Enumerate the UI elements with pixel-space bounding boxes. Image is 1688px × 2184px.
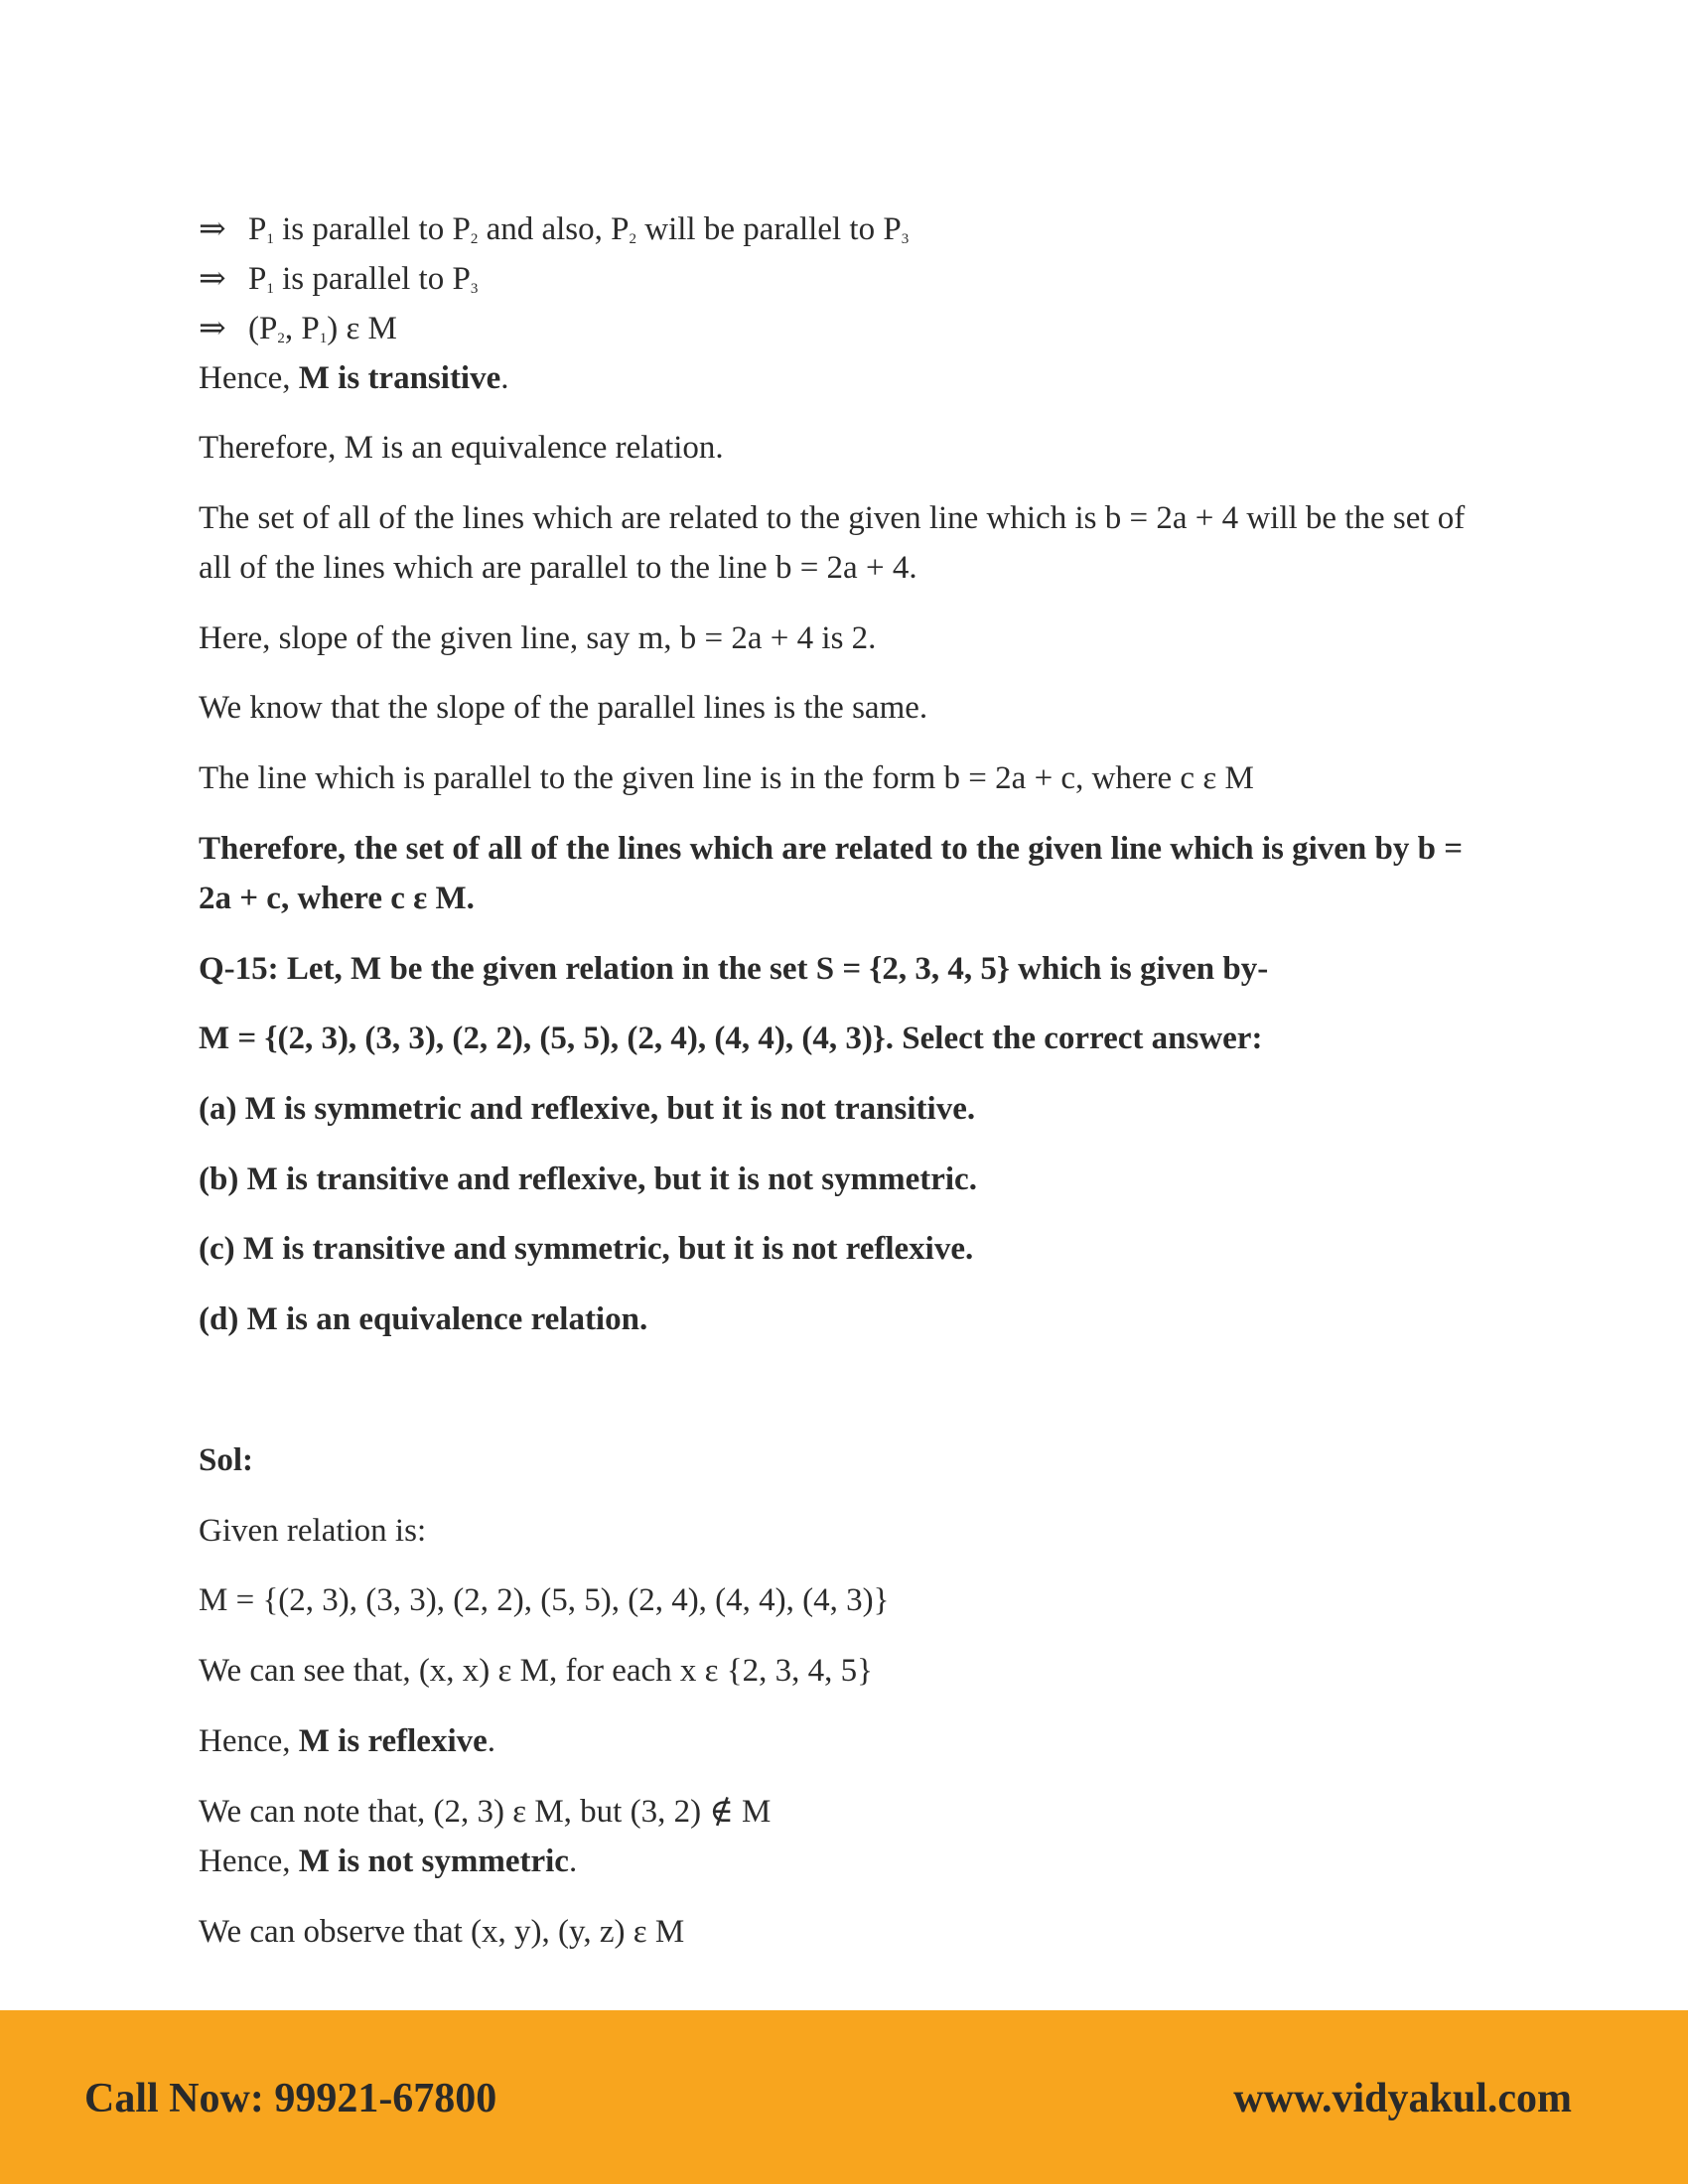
implication-line-3: ⇒ ($P_2$, $P_1$) ε M <box>199 311 397 346</box>
implication-line-1: ⇒ $P_1$ is parallel to $P_2$ and also, $P_2$ will be parallel to $P_3$ <box>199 211 910 247</box>
paragraph: The set of all of the lines which are related to the given line which is b = 2a + 4 will be the set of <box>199 500 1466 536</box>
option-b: (b) M is transitive and reflexive, but it is not symmetric. <box>199 1161 977 1197</box>
implies-arrow: ⇒ <box>199 261 226 297</box>
implies-arrow: ⇒ <box>199 311 226 346</box>
paragraph: Here, slope of the given line, say m, b = 2a + 4 is 2. <box>199 620 877 656</box>
question-relation: M = {(2, 3), (3, 3), (2, 2), (5, 5), (2, 4), (4, 4), (4, 3)}. Select the correct answer: <box>199 1021 1263 1056</box>
paragraph: The line which is parallel to the given line is in the form b = 2a + c, where c ε M <box>199 760 1254 796</box>
implication-line-2: ⇒ $P_1$ is parallel to $P_3$ <box>199 261 479 297</box>
paragraph: We can observe that (x, y), (y, z) ε M <box>199 1914 685 1950</box>
call-now-text: Call Now: 99921-67800 <box>84 2076 497 2121</box>
relation-set: M = {(2, 3), (3, 3), (2, 2), (5, 5), (2, 4), (4, 4), (4, 3)} <box>199 1582 890 1618</box>
bold-conclusion: 2a + c, where c ε M. <box>199 881 475 916</box>
footer-banner <box>0 2010 1688 2184</box>
implies-arrow: ⇒ <box>199 211 226 247</box>
paragraph: We know that the slope of the parallel lines is the same. <box>199 690 928 726</box>
bold-conclusion: Therefore, the set of all of the lines which are related to the given line which is given by b = <box>199 831 1464 867</box>
solution-heading: Sol: <box>199 1442 254 1478</box>
website-link[interactable]: www.vidyakul.com <box>1233 2076 1572 2121</box>
option-d: (d) M is an equivalence relation. <box>199 1301 648 1337</box>
symmetric-conclusion: Hence, M is not symmetric. <box>199 1843 578 1879</box>
option-a: (a) M is symmetric and reflexive, but it is not transitive. <box>199 1091 976 1127</box>
question-heading: Q-15: Let, M be the given relation in the set S = {2, 3, 4, 5} which is given by- <box>199 951 1269 987</box>
transitive-conclusion: Hence, M is transitive. <box>199 360 509 396</box>
paragraph: Given relation is: <box>199 1513 427 1549</box>
paragraph: We can note that, (2, 3) ε M, but (3, 2) ∉ M <box>199 1794 772 1830</box>
paragraph: We can see that, (x, x) ε M, for each x ε {2, 3, 4, 5} <box>199 1653 873 1689</box>
option-c: (c) M is transitive and symmetric, but it is not reflexive. <box>199 1231 974 1267</box>
reflexive-conclusion: Hence, M is reflexive. <box>199 1723 496 1759</box>
paragraph: all of the lines which are parallel to the line b = 2a + 4. <box>199 550 917 586</box>
paragraph: Therefore, M is an equivalence relation. <box>199 430 724 466</box>
